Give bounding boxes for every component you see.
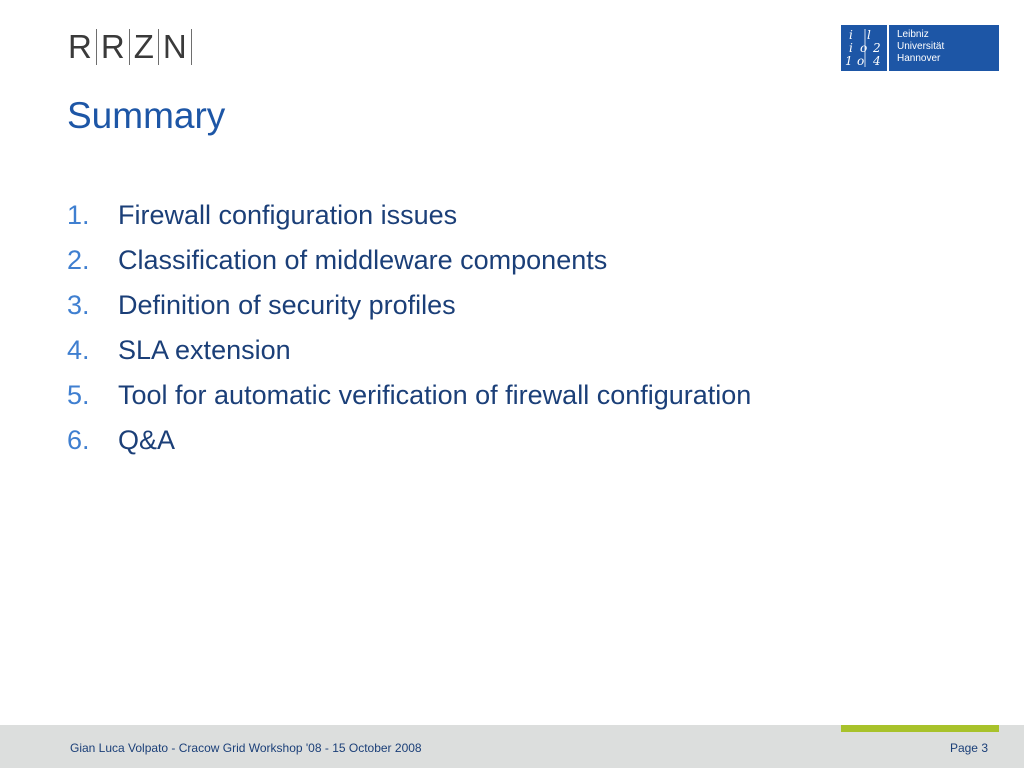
list-item-number: 4.	[67, 335, 90, 365]
footer	[0, 725, 1024, 768]
list-item	[67, 238, 751, 283]
university-logo-mark	[841, 25, 887, 71]
svg-text:2: 2	[873, 41, 881, 55]
list-item-number: 2.	[67, 245, 90, 275]
rrzn-logo-letter: R	[68, 28, 92, 65]
svg-text:1: 1	[845, 54, 853, 68]
university-name-line: Hannover	[897, 53, 941, 64]
svg-text:o: o	[860, 41, 868, 55]
list-item-number: 1.	[67, 200, 90, 230]
footer-presenter-info: Gian Luca Volpato - Cracow Grid Workshop '08 - 15 October 2008	[70, 741, 422, 755]
svg-text:i: i	[849, 41, 853, 55]
slide-title: Summary	[67, 95, 226, 136]
rrzn-logo-letter: R	[100, 28, 125, 65]
svg-text:o: o	[857, 54, 865, 68]
university-name-line: Leibniz	[897, 29, 929, 40]
list-item	[67, 328, 751, 373]
list-item-text: Firewall configuration issues	[118, 200, 458, 230]
university-logo	[841, 25, 999, 71]
list-item-text: Q&A	[118, 425, 176, 455]
footer-accent-bar	[841, 725, 999, 732]
rrzn-logo-divider	[191, 29, 192, 65]
list-item	[67, 283, 751, 328]
rrzn-logo-letter: N	[162, 28, 187, 65]
list-item-text: Definition of security profiles	[118, 290, 456, 320]
list-item-number: 3.	[67, 290, 90, 320]
summary-list	[67, 193, 751, 463]
university-name-line: Universität	[897, 41, 945, 52]
list-item-text: Classification of middleware components	[118, 245, 608, 275]
list-item	[67, 418, 751, 463]
page-number: Page 3	[949, 741, 988, 755]
rrzn-logo	[68, 29, 192, 65]
svg-text:4: 4	[873, 54, 881, 68]
university-name	[889, 25, 999, 71]
list-item	[67, 193, 751, 238]
list-item-text: SLA extension	[118, 335, 291, 365]
list-item-text: Tool for automatic verification of firewall configuration	[118, 380, 752, 410]
list-item-number: 6.	[67, 425, 90, 455]
svg-text:i: i	[849, 28, 853, 42]
rrzn-logo-letter: Z	[133, 28, 154, 65]
list-item-number: 5.	[67, 380, 90, 410]
list-item	[67, 373, 751, 418]
university-emblem-icon	[841, 25, 887, 71]
svg-text:l: l	[867, 28, 871, 42]
